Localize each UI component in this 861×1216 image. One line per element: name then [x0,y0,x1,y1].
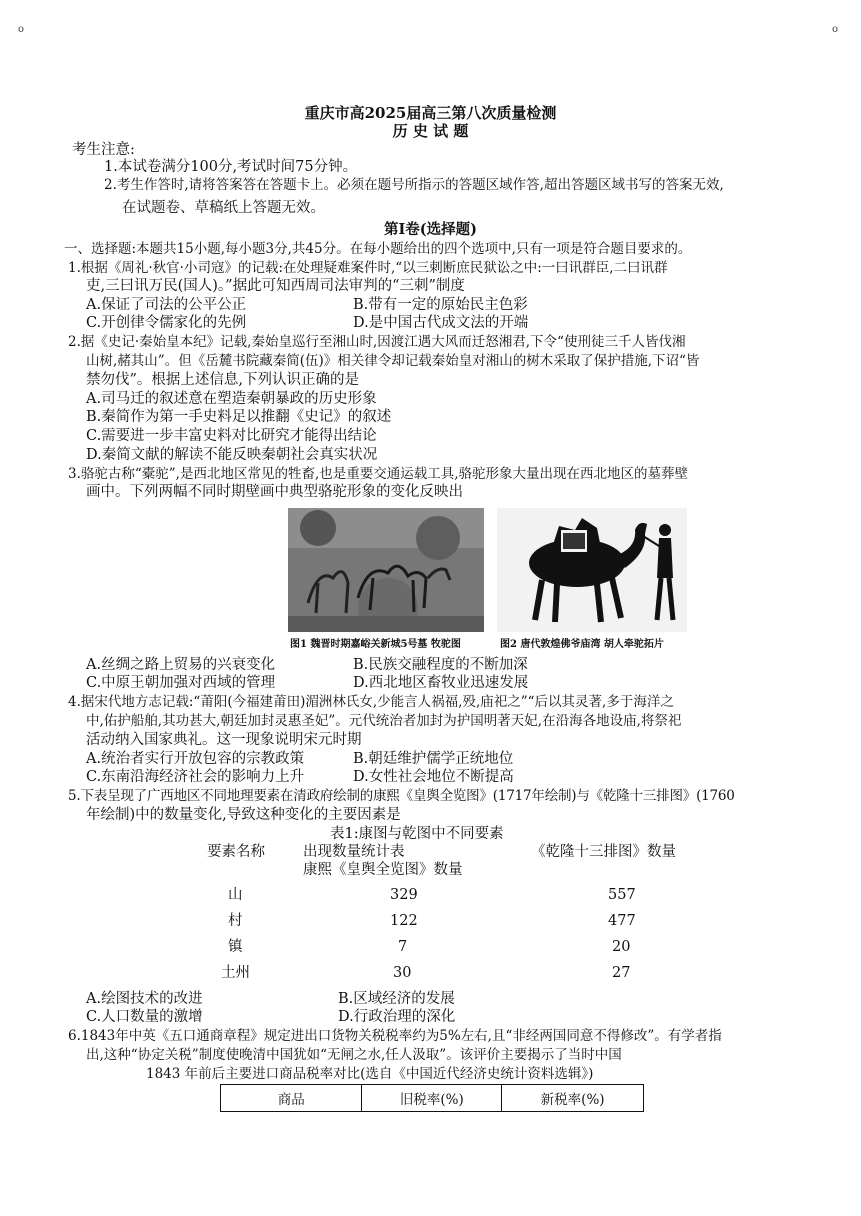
q1-option-b: B.带有一定的原始民主色彩 [353,297,528,313]
q3-option-b: B.民族交融程度的不断加深 [353,657,528,673]
figure-1-mural-image [288,508,484,632]
table-1-title: 表1:康图与乾图中不同要素 [330,826,504,842]
q5-stem-line1: 5.下表呈现了广西地区不同地理要素在清政府绘制的康熙《皇舆全览图》(1717年绘制)与《乾隆十三排图》(1760 [68,788,735,804]
q3-option-c: C.中原王朝加强对西域的管理 [86,675,276,691]
section-title: 第Ⅰ卷(选择题) [383,221,477,238]
q2-stem-line1: 2.据《史记·秦始皇本纪》记载,秦始皇巡行至湘山时,因渡江遇大风而迁怒湘君,下令“使刑徒三千人皆伐湘 [68,334,686,350]
table-1-cell-kangxi: 30 [393,965,412,981]
q1-option-c: C.开创律令儒家化的先例 [86,315,247,331]
q3-stem-line2: 画中。下列两幅不同时期壁画中典型骆驼形象的变化反映出 [86,484,463,500]
q4-option-c: C.东南沿海经济社会的影响力上升 [86,769,305,785]
q5-stem-line2: 年绘制)中的数量变化,导致这种变化的主要因素是 [86,807,401,823]
table-1-cell-name: 土州 [221,965,250,981]
q5-option-c: C.人口数量的激增 [86,1009,203,1025]
exam-subject: 历 史 试 题 [392,122,469,140]
q2-option-b: B.秦简作为第一手史料足以推翻《史记》的叙述 [86,409,392,425]
q3-option-a: A.丝绸之路上贸易的兴衰变化 [86,657,276,673]
notice-label: 考生注意: [72,142,135,158]
table-2 [220,1084,644,1112]
notice-item-1: 1.本试卷满分100分,考试时间75分钟。 [104,159,358,175]
table-1-col-kangxi: 康熙《皇舆全览图》数量 [303,862,463,878]
table-1-cell-name: 山 [228,887,243,903]
q4-option-a: A.统治者实行开放包容的宗教政策 [86,751,305,767]
table-1-cell-kangxi: 122 [390,913,418,929]
figure-2-rubbing-image [497,508,687,632]
q5-option-a: A.绘图技术的改进 [86,991,203,1007]
table-1-col-qianlong: 《乾隆十三排图》数量 [531,844,676,860]
q4-option-b: B.朝廷维护儒学正统地位 [353,751,514,767]
table-2-header-old-rate: 旧税率(%) [362,1085,502,1112]
figure-2-caption: 图2 唐代敦煌佛爷庙湾 胡人牵驼拓片 [500,639,664,650]
table-1-col-name: 要素名称 [207,844,265,860]
q2-stem-line2: 山树,赭其山”。但《岳麓书院藏秦简(伍)》相关律令却记载秦始皇对湘山的树木采取了保护措施,下诏“皆 [86,353,700,369]
table-1-cell-name: 镇 [228,939,243,955]
q4-stem-line2: 中,佑护船舶,其功甚大,朝廷加封灵惠圣妃”。元代统治者加封为护国明著天妃,在沿海各地设庙,将祭祀 [86,713,682,729]
exam-title: 重庆市高2025届高三第八次质量检测 [304,104,557,122]
q4-stem-line1: 4.据宋代地方志记载:“莆阳(今福建莆田)湄洲林氏女,少能言人祸福,殁,庙祀之”“后以其灵著,多于海洋之 [68,694,674,710]
corner-mark-right: o [832,24,839,35]
table-1-cell-qianlong: 20 [612,939,631,955]
q3-stem-line1: 3.骆驼古称“橐驼”,是西北地区常见的牲畜,也是重要交通运载工具,骆驼形象大量出现在西北地区的墓葬壁 [68,466,689,482]
table-2-header-row [221,1085,644,1112]
q6-stem-line2: 出,这种“协定关税”制度使晚清中国犹如“无闸之水,任人汲取”。该评价主要揭示了当时中国 [86,1047,622,1063]
q6-stem-line1: 6.1843年中英《五口通商章程》规定进出口货物关税税率约为5%左右,且“非经两国同意不得修改”。有学者指 [68,1028,722,1044]
q2-option-c: C.需要进一步丰富史料对比研究才能得出结论 [86,428,377,444]
table-1-cell-qianlong: 27 [612,965,631,981]
table-2-header-goods: 商品 [221,1085,362,1112]
table-2-header-new-rate: 新税率(%) [502,1085,644,1112]
table-1-cell-kangxi: 7 [398,939,408,955]
table-2-title: 1843 年前后主要进口商品税率对比(选自《中国近代经济史统计资料选辑》) [146,1066,594,1082]
q2-option-a: A.司马迁的叙述意在塑造秦朝暴政的历史形象 [86,391,377,407]
table-1-title-cont: 出现数量统计表 [303,844,405,860]
q5-option-d: D.行政治理的深化 [338,1009,456,1025]
q5-option-b: B.区域经济的发展 [338,991,455,1007]
table-1-cell-name: 村 [228,913,243,929]
table-1-cell-kangxi: 329 [390,887,418,903]
table-1-cell-qianlong: 557 [608,887,636,903]
q3-option-d: D.西北地区畜牧业迅速发展 [353,675,529,691]
q1-stem-line1: 1.根据《周礼·秋官·小司寇》的记载:在处理疑难案件时,“以三刺断庶民狱讼之中:一曰讯群臣,二曰讯群 [68,260,668,276]
q4-option-d: D.女性社会地位不断提高 [353,769,514,785]
notice-item-2-cont: 在试题卷、草稿纸上答题无效。 [122,200,325,216]
notice-item-2: 2.考生作答时,请将答案答在答题卡上。必须在题号所指示的答题区域作答,超出答题区域书写的答案无效, [104,177,724,193]
corner-mark-left: o [18,24,25,35]
q1-option-a: A.保证了司法的公平公正 [86,297,247,313]
q1-stem-line2: 吏,三曰讯万民(国人)。”据此可知西周司法审判的“三刺”制度 [86,278,465,294]
section-intro: 一、选择题:本题共15小题,每小题3分,共45分。在每小题给出的四个选项中,只有一项是符合题目要求的。 [64,241,692,257]
figure-1-caption: 图1 魏晋时期嘉峪关新城5号墓 牧驼图 [290,639,461,650]
q4-stem-line3: 活动纳入国家典礼。这一现象说明宋元时期 [86,732,362,748]
q2-stem-line3: 禁勿伐”。根据上述信息,下列认识正确的是 [86,372,360,388]
q1-option-d: D.是中国古代成文法的开端 [353,315,529,331]
table-1-cell-qianlong: 477 [608,913,636,929]
q2-option-d: D.秦简文献的解读不能反映秦朝社会真实状况 [86,447,378,463]
